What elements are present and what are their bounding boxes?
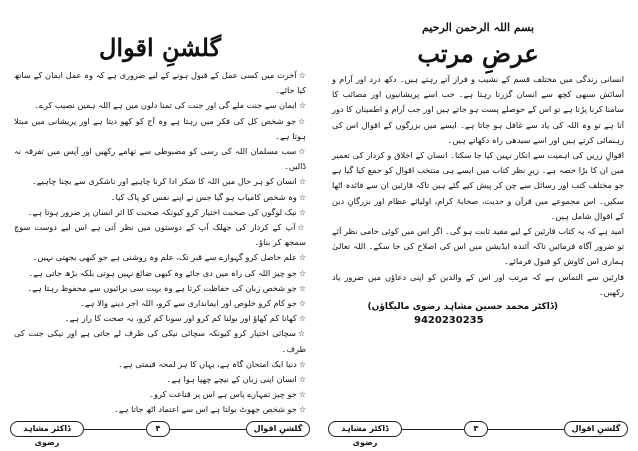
quote-text: آپ کے کردار کی جھلک آپ کے دوستوں میں نظر آتی ہے اس لیے دوست سوچ سمجھ کر بناؤ۔ [14, 222, 306, 248]
left-page-footer [10, 421, 310, 447]
quote-text: جو شخص کل کی فکر میں رہتا ہے وہ آج کو کھو دیتا ہے اور پریشانی میں مبتلا ہوتا ہے۔ [14, 115, 306, 141]
footer-book-title: گلشنِ اقوال [246, 421, 310, 437]
quote-text: جو چیز اللہ کی راہ میں دی جائے وہ کبھی ضائع نہیں ہوتی بلکہ بڑھ جاتی ہے۔ [28, 267, 297, 278]
footer-rule [82, 429, 146, 430]
star-icon: ☆ [297, 223, 307, 233]
quote-text: ایمان سے جنت ملے گی اور جنت کی تمنا دلوں میں ہے اللہ ہمیں نصیب کرے۔ [34, 100, 297, 111]
quote-text: جو شخص زبان کی حفاظت کرتا ہے وہ بہت سی برائیوں سے محفوظ رہتا ہے۔ [27, 282, 297, 293]
quotes-list [10, 68, 310, 418]
footer-page-number: ۳ [464, 421, 488, 437]
star-icon: ☆ [298, 253, 306, 263]
star-icon: ☆ [298, 177, 306, 187]
quote-text: جو چیز تمہارے پاس ہے اس پر قناعت کرو۔ [149, 389, 297, 400]
right-page-footer [328, 421, 628, 447]
quote-item [14, 174, 306, 189]
quote-text: وہ شخص کامیاب ہو گیا جس نے اپنے نفس کو پاک کیا۔ [110, 191, 297, 202]
star-icon: ☆ [298, 359, 306, 369]
quote-item [14, 98, 306, 113]
star-icon: ☆ [297, 329, 307, 339]
star-icon: ☆ [298, 192, 306, 202]
footer-book-title: گلشنِ اقوال [564, 421, 628, 437]
quote-item [14, 190, 306, 205]
star-icon: ☆ [298, 314, 306, 324]
footer-rule [400, 429, 464, 430]
quote-text: سب مسلمان اللہ کی رسی کو مضبوطی سے تھامے رکھیں اور آپس میں تفرقہ نہ ڈالیں۔ [14, 146, 306, 172]
preface-paragraph: انسانی زندگی میں مختلف قسم کے نشیب و فراز آتے رہتے ہیں۔ دکھ درد اور آرام و آسائش سبھی کچھ سے انسان گزرتا رہتا ہے۔ جب اسے پریشانیوں اور مصائب کا سامنا کرنا پڑتا ہے تو اس کے حوصلے پست ہو جاتے ہیں اور جب آرام و اطمینان کا دور آتا ہے تو وہ اللہ کی یاد سے غافل ہو جاتا ہے۔ ایسے میں بزرگوں کے اقوال اس کی رہنمائی کرتے ہیں اور اسے سیدھی راہ دکھاتے ہیں۔ [332, 74, 624, 145]
quote-item [14, 372, 306, 387]
star-icon: ☆ [298, 405, 306, 415]
star-icon: ☆ [298, 375, 306, 385]
footer-author: ڈاکٹر مشاہد رضوی [328, 421, 402, 437]
right-page [328, 8, 628, 447]
star-icon: ☆ [298, 207, 306, 217]
quote-text: انسان اپنی زبان کے نیچے چھپا ہوا ہے۔ [166, 374, 297, 385]
star-icon: ☆ [298, 116, 307, 126]
quote-item [14, 281, 306, 296]
footer-rule [168, 429, 246, 430]
quote-item [14, 205, 306, 220]
preface-text [328, 72, 628, 300]
quote-item [14, 387, 306, 402]
quote-item [14, 326, 306, 356]
star-icon: ☆ [298, 283, 306, 293]
preface-paragraph: اقوالِ زریں کی اہمیت سے انکار نہیں کیا جا سکتا۔ انسان کے اخلاق و کردار کی تعمیر میں ان کا بڑا حصہ ہے۔ زیرِ نظر کتاب میں ایسے ہی منتخب اقوال کو جمع کیا گیا ہے جو مختلف کتب اور رسائل سے چن کر پیش کیے گئے ہیں تاکہ قارئین ان سے فائدہ اٹھا سکیں۔ اس مجموعے میں قرآن و حدیث، صحابۂ کرام، اولیائے عظام اور بزرگانِ دین کے اقوال شامل ہیں۔ [332, 150, 624, 221]
quote-item [14, 357, 306, 372]
phone-number: 9420230235 [414, 315, 484, 327]
quote-item [14, 311, 306, 326]
right-page-title: عرضِ مرتب [417, 39, 539, 68]
star-icon: ☆ [298, 101, 306, 111]
star-icon: ☆ [298, 268, 306, 278]
star-icon: ☆ [298, 147, 306, 157]
footer-page-number: ۴ [146, 421, 170, 437]
quote-item [14, 144, 306, 174]
quote-item [14, 68, 306, 98]
quote-item [14, 114, 306, 144]
quote-item [14, 266, 306, 281]
basmala: بسم اللہ الرحمن الرحیم [421, 21, 535, 34]
quote-text: آخرت میں کسی عمل کے قبول ہونے کے لیے ضروری ہے کہ وہ عمل ایمان کے ساتھ کیا جائے۔ [14, 70, 306, 96]
quote-text: انسان کو ہر حال میں اللہ کا شکر ادا کرنا چاہیے اور ناشکری سے بچنا چاہیے۔ [31, 176, 297, 187]
preface-paragraph: قارئین سے التماس ہے کہ مرتب اور اس کے والدین کو اپنی دعاؤں میں ضرور یاد رکھیں۔ [332, 271, 624, 297]
quote-item [14, 296, 306, 311]
preface-paragraph: امید ہے کہ یہ کتاب قارئین کے لیے مفید ثابت ہو گی۔ اگر اس میں کوئی خامی نظر آئے تو ضرور آگاہ فرمائیں تاکہ آئندہ ایڈیشن میں اس کی اصلاح کی جا سکے۔ اللہ تعالیٰ ہماری اس کاوش کو قبول فرمائے۔ [332, 226, 624, 267]
quote-text: جو کام کرو خلوص اور ایمانداری سے کرو، اللہ اجر دینے والا ہے۔ [80, 298, 297, 309]
quote-item [14, 250, 306, 265]
quote-text: کھانا کم کھاؤ اور بولنا کم کرو اور سونا کم کرو، یہ صحت کا راز ہے۔ [64, 313, 297, 324]
star-icon: ☆ [298, 299, 306, 309]
footer-author: ڈاکٹر مشاہد رضوی [10, 421, 84, 437]
footer-rule [486, 429, 564, 430]
quote-text: نیک لوگوں کی صحبت اختیار کرو کیونکہ صحبت کا اثر انسان پر ضرور ہوتا ہے۔ [27, 206, 297, 217]
quote-item [14, 402, 306, 417]
quote-text: دنیا ایک امتحان گاہ ہے، یہاں کا ہر لمحہ قیمتی ہے۔ [118, 358, 297, 369]
star-icon: ☆ [298, 71, 306, 80]
quote-text: جو شخص جھوٹ بولتا ہے اس سے اعتماد اٹھ جاتا ہے۔ [114, 404, 297, 415]
left-page [10, 8, 310, 447]
quote-text: علم حاصل کرو گہوارے سے قبر تک، علم وہ روشنی ہے جو کبھی بجھتی نہیں۔ [32, 252, 297, 263]
quote-text: سچائی اختیار کرو کیونکہ سچائی نیکی کی طرف لے جاتی ہے اور نیکی جنت کی طرف۔ [14, 328, 306, 354]
star-icon: ☆ [298, 390, 306, 400]
left-page-title: گلشنِ اقوال [98, 33, 222, 62]
signature: (ڈاکٹر محمد حسین مشاہد رضوی مالیگاؤں) [367, 302, 558, 313]
quote-item [14, 220, 306, 250]
